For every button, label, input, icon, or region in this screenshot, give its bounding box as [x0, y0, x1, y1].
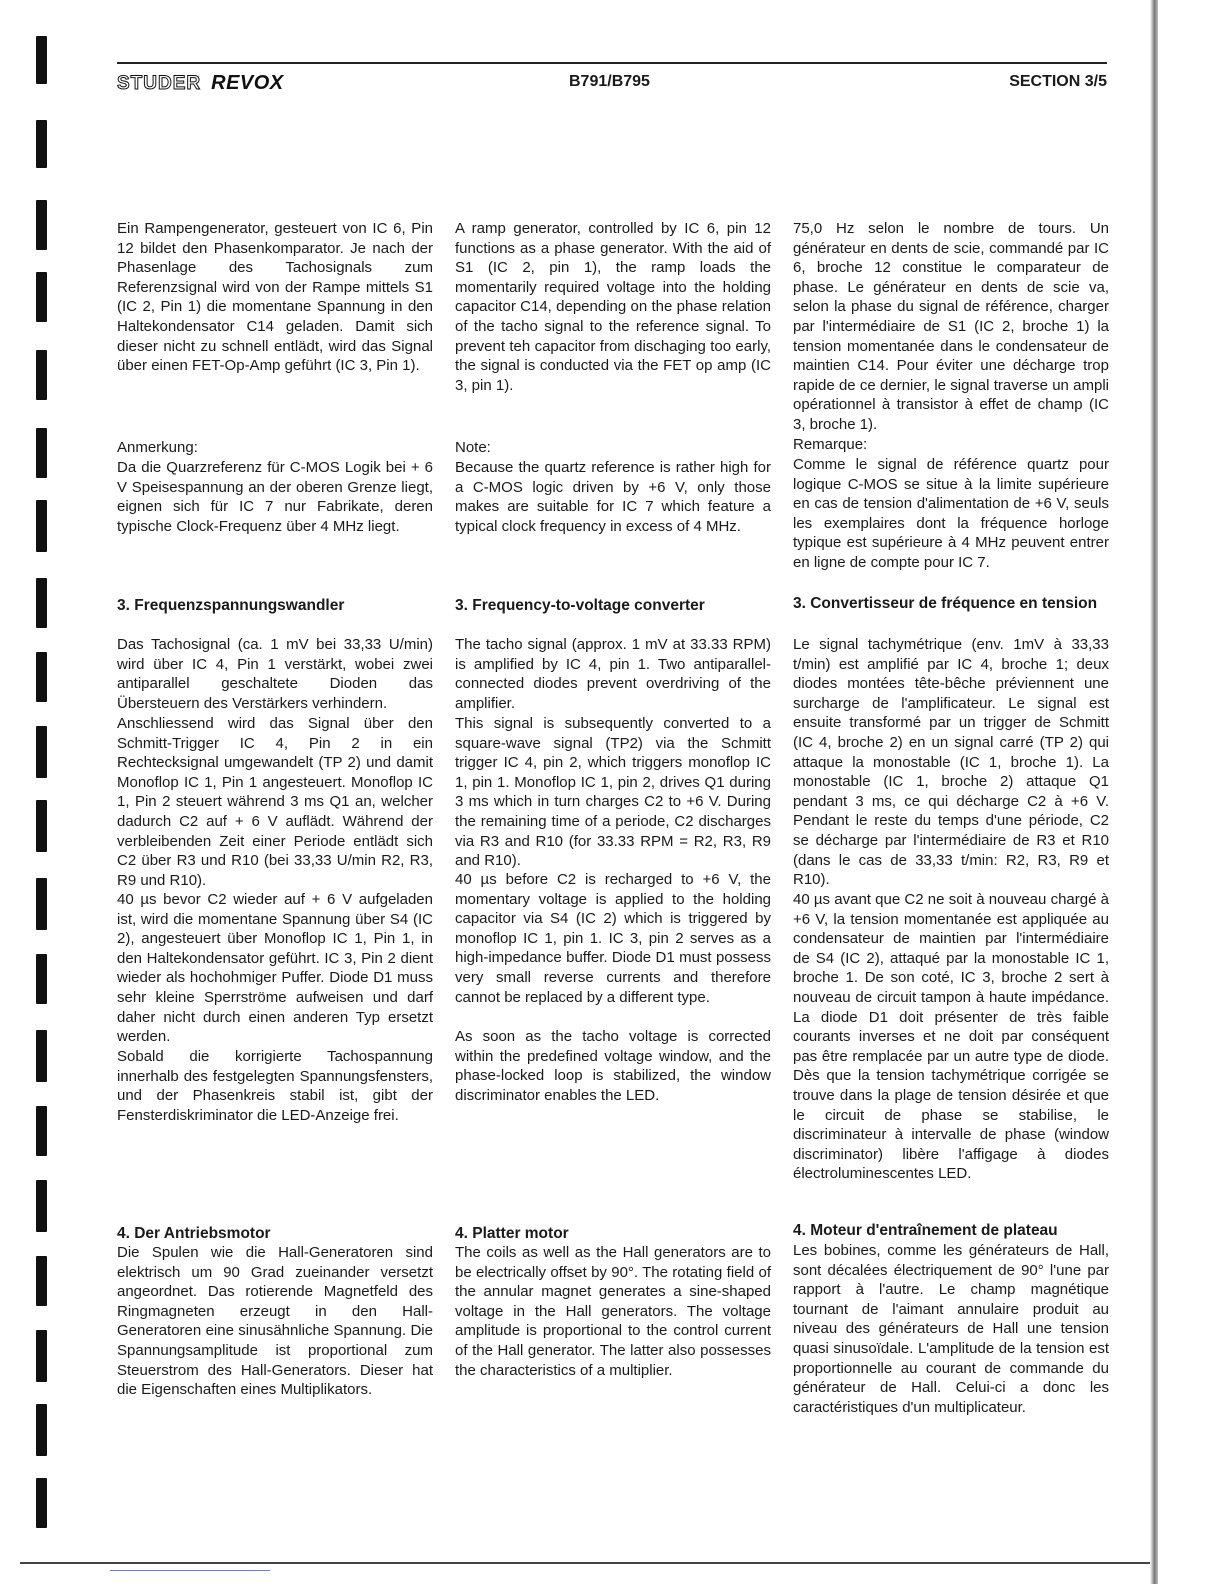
binding-hole	[36, 500, 47, 552]
note-label: Note:	[455, 439, 491, 456]
section-heading: 3. Frequency-to-voltage converter	[455, 597, 705, 614]
section-number: SECTION 3/5	[1009, 73, 1107, 90]
binding-hole	[36, 578, 47, 628]
note-text: Da die Quarzreferenz für C-MOS Logik bei + 6 V Speisespannung an der oberen Grenze liegt, eignen sich für IC 7 nur Fabrikate, deren typische Clock-Frequenz über 4 MHz liegt.	[117, 459, 433, 535]
section-heading: 4. Der Antriebsmotor	[117, 1225, 271, 1242]
note-text: Because the quartz reference is rather high for a C-MOS logic driven by +6 V, only those makes are suitable for IC 7 which feature a typical clock frequency in excess of 4 MHz.	[455, 459, 771, 535]
paragraph: 75,0 Hz selon le nombre de tours. Un générateur en dents de scie, commandé par IC 6, broche 12 constitue le comparateur de phase. Le générateur en dents de scie va, selon la phase du signal de référence, charger par l'intermédiaire de S1 (IC 2, broche 1) la tension momentanée dans le condensateur de maintien C14. Pour éviter une décharge trop rapide de ce dernier, le signal traverse un ampli opérationnel à transistor à effet de champ (IC 3, broche 1).	[793, 220, 1109, 433]
column-english	[455, 0, 771, 1584]
binding-hole	[36, 1180, 47, 1232]
binding-hole	[36, 1478, 47, 1528]
binding-hole	[36, 800, 47, 852]
binding-hole	[36, 36, 47, 84]
column-french	[793, 0, 1109, 1584]
brand-studer: STUDER	[117, 73, 202, 94]
binding-hole	[36, 652, 47, 702]
binding-hole	[36, 120, 47, 168]
binding-hole	[36, 954, 47, 1004]
binding-hole	[36, 272, 47, 322]
brand-revox: REVOX	[211, 72, 284, 94]
paragraph: 40 µs avant que C2 ne soit à nouveau chargé à +6 V, la tension momentanée est appliquée au condensateur de maintien par l'intermédiaire de S4 (IC 2), attaqué par la monostable IC 1, broche 1. De son coté, IC 3, broche 2 sert à nouveau de circuit tampon à haute impédance. La diode D1 doit présenter de très faible courants inverses et ne doit par conséquent pas être remplacée par un autre type de diode. Dès que la tension tachymétrique corrigée se trouve dans la plage de tension désirée et que le circuit de phase se stabilise, le discriminateur à intervalle de phase (window discriminator) libère l'affigage à diodes électroluminescentes LED.	[793, 891, 1109, 1183]
page-edge-right	[1150, 0, 1158, 1584]
paragraph: Die Spulen wie die Hall-Generatoren sind elektrisch um 90 Grad zueinander versetzt angeordnet. Das rotierende Magnetfeld des Ringmagneten erzeugt in den Hall-Generatoren eine sinusähnliche Spannung. Die Spannungsamplitude ist proportional zum Steuerstrom des Hall-Generators. Dieser hat die Eigenschaften eines Multiplikators.	[117, 1244, 433, 1399]
binding-hole	[36, 200, 47, 250]
paragraph: Les bobines, comme les générateurs de Hall, sont décalées électriquement de 90° l'une par rapport à l'autre. Le champ magnétique tournant de l'aimant annulaire produit au niveau des générateurs de Hall une tension quasi sinusoïdale. L'amplitude de la tension est proportionnelle au courant de commande du générateur de Hall. Celui-ci a donc les caractéristiques d'un multiplicateur.	[793, 1242, 1109, 1416]
paragraph: Sobald die korrigierte Tachospannung innerhalb des festgelegten Spannungsfensters, und der Phasenkreis stabil ist, gibt der Fensterdiskriminator die LED-Anzeige frei.	[117, 1048, 433, 1124]
binding-hole	[36, 726, 47, 778]
paragraph: Le signal tachymétrique (env. 1mV à 33,33 t/min) est amplifié par IC 4, broche 1; deux diodes montées tête-bêche préviennent une surcharge de l'amplificateur. Le signal est ensuite transformé par un trigger de Schmitt (IC 4, broche 2) en un signal carré (TP 2) qui attaque la monostable (IC 1, broche 1). La monostable (IC 1, broche 2) attaque Q1 pendant 3 ms, ce qui décharge C2 à +6 V. Pendant le reste du temps d'une période, C2 se décharge par l'intermédiaire de R3 et R10 (dans le cas de 33,33 t/min: R2, R3, R9 et R10).	[793, 636, 1109, 889]
column-german	[117, 0, 433, 1584]
paragraph: The tacho signal (approx. 1 mV at 33.33 RPM) is amplified by IC 4, pin 1. Two antiparallel-connected diodes prevent overdriving of the amplifier.	[455, 636, 771, 712]
paragraph: Anschliessend wird das Signal über den Schmitt-Trigger IC 4, Pin 2 in ein Rechtecksignal umgewandelt (TP 2) und damit Monoflop IC 1, Pin 1 angesteuert. Monoflop IC 1, Pin 2 steuert während 3 ms Q1 an, welcher dadurch C2 auf + 6 V auflädt. Während der verbleibenden Zeit einer Periode entlädt sich C2 über R3 und R10 (bei 33,33 U/min R2, R3, R9 und R10).	[117, 715, 433, 889]
binding-hole	[36, 1404, 47, 1456]
section-heading: 3. Convertisseur de fréquence en tension	[793, 595, 1098, 612]
paragraph: 40 µs before C2 is recharged to +6 V, the momentary voltage is applied to the holding capacitor via S4 (IC 2) which is triggered by monoflop IC 1, pin 1. IC 3, pin 2 serves as a high-impedance buffer. Diode D1 must possess very small reverse currents and therefore cannot be replaced by a different type.	[455, 871, 771, 1006]
section-heading: 4. Platter motor	[455, 1225, 569, 1242]
binding-hole	[36, 1256, 47, 1306]
binding-hole	[36, 428, 47, 478]
model-number: B791/B795	[569, 73, 650, 90]
paragraph: This signal is subsequently converted to a square-wave signal (TP2) via the Schmitt trigger IC 4, pin 2, which triggers monoflop IC 1, pin 1. Monoflop IC 1, pin 2, drives Q1 during 3 ms which in turn charges C2 to +6 V. During the remaining time of a periode, C2 discharges via R3 and R10 (for 33.33 RPM = R2, R3, R9 and R10).	[455, 715, 771, 870]
paragraph: Ein Rampengenerator, gesteuert von IC 6, Pin 12 bildet den Phasenkomparator. Je nach der Phasenlage des Tachosignals zum Referenzsignal wird von der Rampe mittels S1 (IC 2, Pin 1) die momentane Spannung in den Haltekondensator C14 geladen. Damit sich dieser nicht zu schnell entlädt, wird das Signal über einen FET-Op-Amp geführt (IC 3, Pin 1).	[117, 220, 433, 375]
binding-hole	[36, 1330, 47, 1382]
binding-hole	[36, 350, 47, 400]
binding-hole	[36, 878, 47, 930]
paragraph: A ramp generator, controlled by IC 6, pin 12 functions as a phase generator. With the aid of S1 (IC 2, pin 1), the ramp loads the momentarily required voltage into the holding capacitor C14, depending on the phase relation of the tacho signal to the reference signal. To prevent teh capacitor from dischaging too early, the signal is conducted via the FET op amp (IC 3, pin 1).	[455, 220, 771, 394]
section-heading: 4. Moteur d'entraînement de plateau	[793, 1222, 1058, 1239]
paragraph: 40 µs bevor C2 wieder auf + 6 V aufgeladen ist, wird die momentane Spannung über S4 (IC 2), angesteuert über Monoflop IC 1, Pin 1, in den Haltekondensator geführt. IC 3, Pin 2 dient wieder als hochohmiger Puffer. Diode D1 muss sehr kleine Sperrströme aufweisen und darf daher nicht durch einen anderen Typ ersetzt werden.	[117, 891, 433, 1046]
note-text: Comme le signal de référence quartz pour logique C-MOS se situe à la limite supérieure en cas de tension d'alimentation de +6 V, seuls les exemplaires dont la fréquence horloge typique est supérieure à 4 MHz peuvent entrer en ligne de compte pour IC 7.	[793, 456, 1109, 571]
note-label: Remarque:	[793, 436, 868, 453]
paragraph: As soon as the tacho voltage is corrected within the predefined voltage window, and the phase-locked loop is stabilized, the window discriminator enables the LED.	[455, 1028, 771, 1104]
paragraph: The coils as well as the Hall generators are to be electrically offset by 90°. The rotating field of the annular magnet generates a sine-shaped voltage in the Hall generators. The voltage amplitude is proportional to the control current of the Hall generator. The latter also possesses the characteristics of a multiplier.	[455, 1244, 771, 1379]
binding-hole	[36, 1106, 47, 1156]
section-heading: 3. Frequenzspannungswandler	[117, 597, 345, 614]
note-label: Anmerkung:	[117, 439, 198, 456]
binding-hole	[36, 1030, 47, 1082]
paragraph: Das Tachosignal (ca. 1 mV bei 33,33 U/min) wird über IC 4, Pin 1 verstärkt, wobei zwei antiparallel geschaltete Dioden das Übersteuern des Verstärkers verhindern.	[117, 636, 433, 712]
